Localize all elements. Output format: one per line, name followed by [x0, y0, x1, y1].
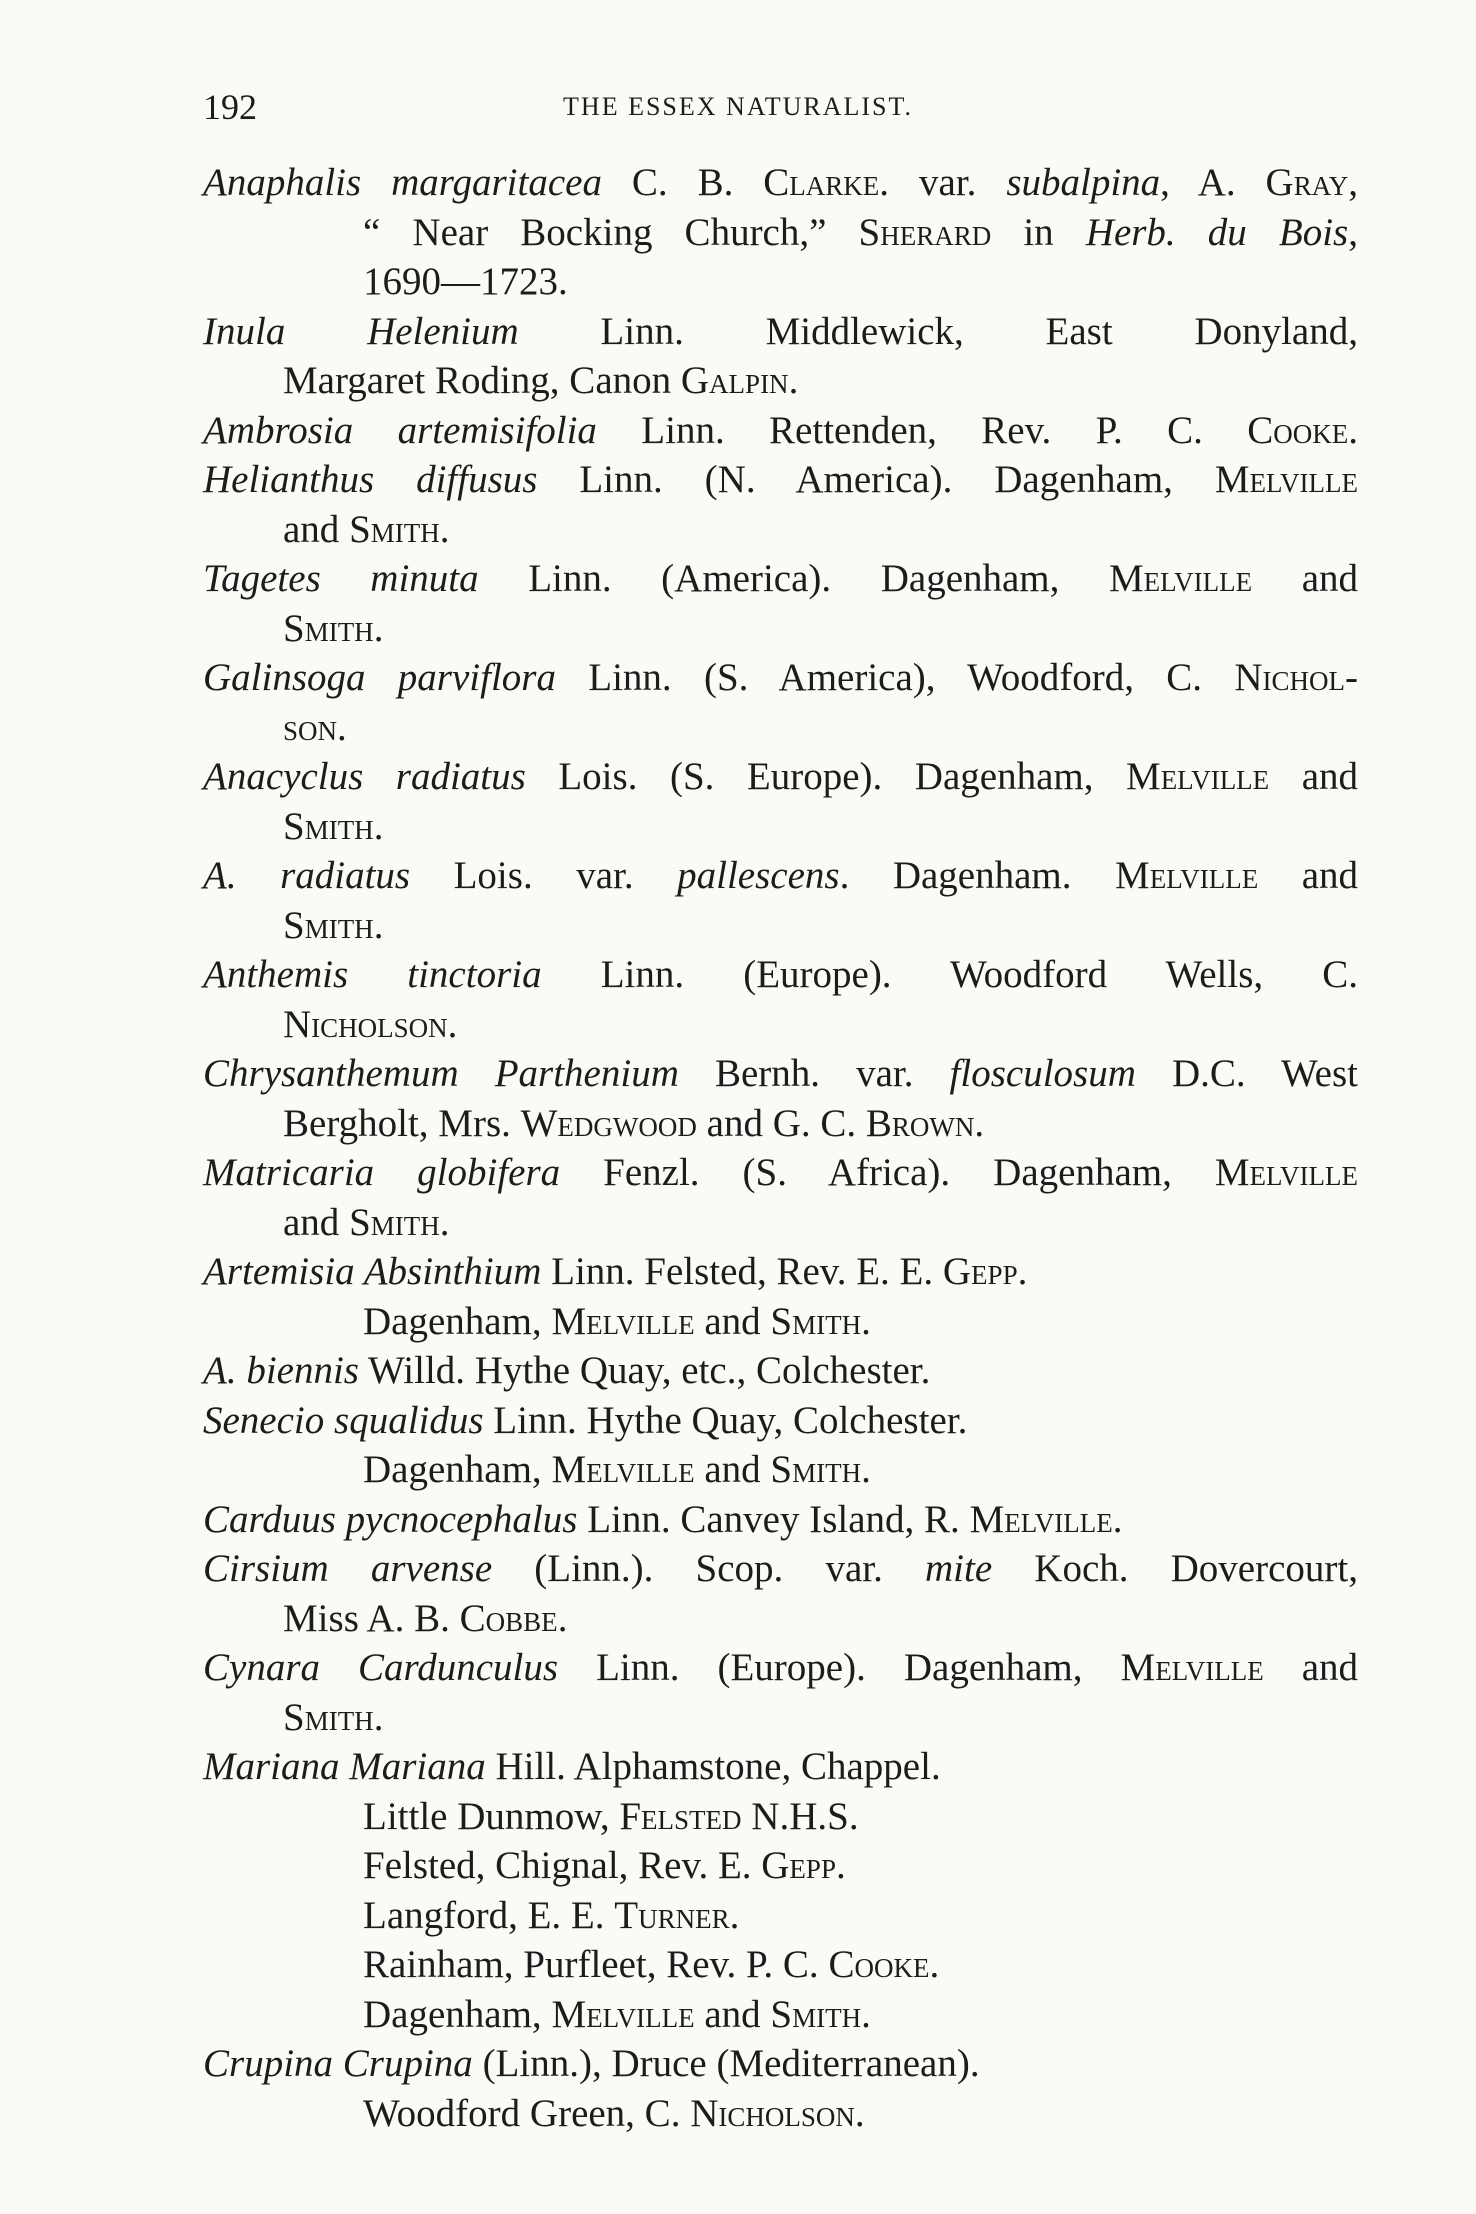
recorder-name: Turner — [614, 1893, 730, 1937]
entry-text: (Linn.). Scop. var. — [492, 1547, 925, 1590]
species-entry — [203, 851, 1358, 950]
entry-text: . — [861, 1299, 871, 1343]
entry-continuation-line — [203, 1990, 1358, 2040]
entry-first-line — [203, 1247, 1358, 1297]
entry-text: (Linn.), Druce (Mediterranean). — [472, 2042, 980, 2085]
taxon-name: Anaphalis margaritacea — [203, 161, 602, 204]
entry-text: Dagenham, — [363, 1299, 552, 1343]
entry-text: Willd. Hythe Quay, etc., Colchester. — [358, 1349, 931, 1392]
recorder-name: Smith — [283, 903, 374, 947]
entry-continuation-line — [203, 1000, 1358, 1050]
entry-continuation-line — [203, 901, 1358, 951]
species-entry — [203, 1643, 1358, 1742]
recorder-name: Melville — [551, 1448, 695, 1491]
species-entry — [203, 752, 1358, 851]
species-entry — [203, 2039, 1358, 2138]
entry-text: . — [439, 507, 450, 551]
entry-text: . — [373, 804, 384, 848]
recorder-name: Smith — [770, 1299, 862, 1343]
recorder-name: Cooke — [1247, 408, 1349, 452]
running-title: THE ESSEX NATURALIST. — [563, 92, 913, 121]
entry-text: Bernh. var. — [678, 1052, 950, 1095]
entry-text: Felsted, Chignal, Rev. E. — [363, 1844, 762, 1887]
taxon-name: A. biennis — [203, 1349, 359, 1392]
recorder-name: Melville — [1214, 458, 1358, 501]
entry-first-line — [203, 406, 1358, 456]
entry-first-line — [203, 1148, 1358, 1198]
taxon-name: Crupina Crupina — [203, 2042, 473, 2085]
recorder-name: Sherard — [858, 210, 992, 254]
recorder-name: Nicholson — [690, 2091, 855, 2135]
entry-continuation-line — [203, 1693, 1358, 1743]
entry-text: C. B. — [601, 161, 764, 204]
entry-text: . — [929, 1943, 940, 1986]
page-number: 192 — [203, 87, 257, 127]
entry-text: Dagenham, — [363, 1992, 552, 2036]
entry-text: Linn. (S. America), Woodford, C. — [555, 656, 1235, 699]
entry-continuation-line — [203, 802, 1358, 852]
entry-text: N.H.S. — [741, 1794, 859, 1838]
species-entry — [203, 455, 1358, 554]
taxon-name: mite — [924, 1547, 993, 1590]
recorder-name: Smith — [283, 606, 374, 650]
entry-first-line — [203, 752, 1358, 802]
recorder-name: Gepp — [942, 1250, 1018, 1293]
entry-text: . — [974, 1101, 985, 1145]
taxon-name: subalpina — [1006, 161, 1161, 204]
species-entry — [203, 1544, 1358, 1643]
entry-continuation-line — [203, 1445, 1358, 1495]
entry-text: and — [1258, 854, 1359, 897]
entry-text: and — [694, 1299, 771, 1343]
taxon-name: Anthemis tinctoria — [203, 953, 542, 996]
recorder-name: Smith — [349, 507, 440, 551]
entry-first-line — [203, 1346, 1358, 1396]
recorder-name: Wedgwood — [520, 1101, 697, 1145]
entry-text: . — [835, 1844, 846, 1887]
recorder-name: Smith — [283, 1695, 374, 1739]
taxon-name: Senecio squalidus — [203, 1398, 484, 1442]
recorder-name: Smith — [770, 1992, 862, 2036]
species-entry — [203, 1495, 1358, 1545]
species-entry — [203, 1247, 1358, 1346]
entry-text: in — [991, 210, 1086, 254]
entry-first-line — [203, 1495, 1358, 1545]
entry-continuation-line — [203, 208, 1358, 258]
recorder-name: Melville — [969, 1497, 1113, 1541]
species-entry — [203, 1346, 1358, 1396]
entry-text: and — [1269, 755, 1359, 798]
taxon-name: Matricaria globifera — [203, 1151, 561, 1194]
entry-first-line — [203, 455, 1358, 505]
recorder-name: Melville — [1120, 1646, 1264, 1689]
entry-first-line — [203, 307, 1358, 357]
taxon-name: A. radiatus — [203, 854, 411, 897]
taxon-name: Chrysanthemum Parthenium — [203, 1052, 679, 1095]
entry-continuation-line — [203, 1940, 1358, 1990]
entry-text: , — [1348, 210, 1358, 254]
entry-continuation-line — [203, 1792, 1358, 1842]
entry-text: Linn. Canvey Island, R. — [577, 1497, 970, 1541]
taxon-name: Cynara Cardunculus — [203, 1646, 559, 1689]
species-entry — [203, 653, 1358, 752]
entry-first-line — [203, 653, 1358, 703]
entry-text: . var. — [879, 161, 1007, 204]
taxon-name: Tagetes minuta — [203, 557, 479, 600]
entry-continuation-line — [203, 1841, 1358, 1891]
entry-text: Bergholt, Mrs. — [283, 1101, 521, 1145]
taxon-name: Cirsium arvense — [203, 1547, 493, 1590]
entry-first-line — [203, 554, 1358, 604]
taxon-name: Herb. du Bois — [1085, 210, 1349, 254]
recorder-name: Gepp — [761, 1844, 836, 1887]
entry-text: Linn. (Europe). Woodford Wells, C. — [541, 953, 1358, 996]
entry-text: . — [788, 359, 799, 402]
species-entry — [203, 1396, 1358, 1495]
entry-text: . — [861, 1992, 871, 2036]
entry-first-line — [203, 1396, 1358, 1446]
entry-text: 1690—1723. — [363, 260, 568, 303]
entry-continuation-line — [203, 356, 1358, 406]
entry-continuation-line — [203, 1594, 1358, 1644]
entry-continuation-line — [203, 257, 1358, 307]
entry-text: and — [1252, 557, 1358, 600]
entry-text: Linn. (America). Dagenham, — [478, 557, 1109, 600]
taxon-name: flosculosum — [949, 1052, 1136, 1095]
taxon-name: Artemisia Absinthium — [203, 1250, 542, 1293]
entry-text: . — [861, 1448, 871, 1491]
taxon-name: Galinsoga parviflora — [203, 656, 556, 699]
recorder-name: Melville — [551, 1992, 695, 2036]
entry-first-line — [203, 851, 1358, 901]
species-entry — [203, 307, 1358, 406]
recorder-name: Galpin — [680, 359, 789, 402]
entry-text: Linn. Felsted, Rev. E. E. — [541, 1250, 943, 1293]
entry-text: Hill. Alphamstone, Chappel. — [485, 1745, 941, 1788]
species-entry — [203, 1049, 1358, 1148]
entry-text: . — [1348, 408, 1358, 452]
entry-continuation-line — [203, 1891, 1358, 1941]
entry-text: . — [373, 606, 384, 650]
entry-text: and — [283, 1200, 350, 1244]
entry-continuation-line — [203, 1099, 1358, 1149]
species-entry — [203, 406, 1358, 456]
entry-text: Margaret Roding, Canon — [283, 359, 681, 402]
entry-continuation-line — [203, 2089, 1358, 2139]
recorder-name: Gray — [1265, 161, 1349, 204]
entry-text: . — [373, 903, 384, 947]
entry-continuation-line — [203, 505, 1358, 555]
recorder-name: Felsted — [619, 1794, 742, 1838]
recorder-name: Clarke — [763, 161, 880, 204]
entry-text: Miss A. B. — [283, 1596, 460, 1640]
entry-text: . — [373, 1695, 384, 1739]
entry-text: Langford, E. E. — [363, 1893, 615, 1937]
taxon-name: Mariana Mariana — [203, 1745, 486, 1788]
entry-text: , A. — [1160, 161, 1266, 204]
species-entry — [203, 1742, 1358, 2039]
recorder-name: son — [283, 705, 338, 749]
recorder-name: Cobbe — [459, 1596, 558, 1640]
taxon-name: Inula Helenium — [203, 309, 519, 353]
entry-text: Koch. Dovercourt, — [992, 1547, 1358, 1590]
entry-text: . — [1017, 1250, 1028, 1293]
entry-text: Lois. (S. Europe). Dagenham, — [525, 755, 1127, 798]
taxon-name: Carduus pycnocephalus — [203, 1497, 578, 1541]
entry-first-line — [203, 2039, 1358, 2089]
entry-continuation-line — [203, 703, 1358, 753]
entry-text: Linn. (Europe). Dagenham, — [558, 1646, 1121, 1689]
entry-first-line — [203, 1544, 1358, 1594]
entry-text: . — [557, 1596, 568, 1640]
recorder-name: Cooke — [828, 1943, 930, 1986]
entry-continuation-line — [203, 1297, 1358, 1347]
recorder-name: Melville — [1126, 755, 1270, 798]
species-entry — [203, 554, 1358, 653]
entry-first-line — [203, 1643, 1358, 1693]
entry-first-line — [203, 1049, 1358, 1099]
recorder-name: Melville — [551, 1299, 695, 1343]
entry-text: Fenzl. (S. Africa). Dagenham, — [560, 1151, 1215, 1194]
entry-text: . — [439, 1200, 450, 1244]
entry-text: . — [447, 1002, 458, 1046]
page-header — [0, 86, 1476, 136]
recorder-name: Melville — [1108, 557, 1253, 600]
recorder-name: Smith — [349, 1200, 440, 1244]
recorder-name: Smith — [770, 1448, 862, 1491]
entry-first-line — [203, 1742, 1358, 1792]
entry-text: Little Dunmow, — [363, 1794, 620, 1838]
entry-text: . — [729, 1893, 740, 1937]
species-entry — [203, 950, 1358, 1049]
entry-text: Linn. Rettenden, Rev. P. C. — [596, 408, 1248, 452]
species-list — [203, 158, 1358, 2138]
species-entry — [203, 158, 1358, 307]
entry-text: Linn. (N. America). Dagenham, — [537, 458, 1215, 501]
recorder-name: Melville — [1214, 1151, 1358, 1194]
species-entry — [203, 1148, 1358, 1247]
entry-text: and — [283, 507, 350, 551]
recorder-name: Nichol- — [1234, 656, 1358, 699]
entry-text: . — [337, 705, 347, 749]
taxon-name: Anacyclus radiatus — [203, 755, 526, 798]
entry-text: and — [694, 1992, 771, 2036]
entry-text: Linn. Hythe Quay, Colchester. — [483, 1398, 968, 1442]
recorder-name: Melville — [1115, 854, 1259, 897]
entry-text: “ Near Bocking Church,” — [363, 210, 859, 254]
entry-first-line — [203, 950, 1358, 1000]
entry-text: and — [1263, 1646, 1359, 1689]
taxon-name: Helianthus diffusus — [203, 458, 538, 501]
recorder-name: Smith — [283, 804, 374, 848]
entry-text: , — [1348, 161, 1358, 204]
entry-text: Dagenham, — [363, 1448, 552, 1491]
entry-text: Linn. Middlewick, East Donyland, — [518, 309, 1358, 353]
entry-text: Rainham, Purfleet, Rev. P. C. — [363, 1943, 829, 1986]
entry-text: . Dagenham. — [839, 854, 1116, 897]
entry-first-line — [203, 158, 1358, 208]
entry-continuation-line — [203, 1198, 1358, 1248]
entry-text: and G. C. — [696, 1101, 866, 1145]
recorder-name: Brown — [865, 1101, 975, 1145]
entry-continuation-line — [203, 604, 1358, 654]
entry-text: . — [854, 2091, 865, 2135]
entry-text: . — [1112, 1497, 1123, 1541]
recorder-name: Nicholson — [283, 1002, 448, 1046]
entry-text: and — [694, 1448, 771, 1491]
taxon-name: pallescens — [677, 854, 840, 897]
taxon-name: Ambrosia artemisifolia — [203, 408, 597, 452]
entry-text: Woodford Green, C. — [363, 2091, 691, 2135]
entry-text: Lois. var. — [410, 854, 678, 897]
entry-text: D.C. West — [1135, 1052, 1358, 1095]
